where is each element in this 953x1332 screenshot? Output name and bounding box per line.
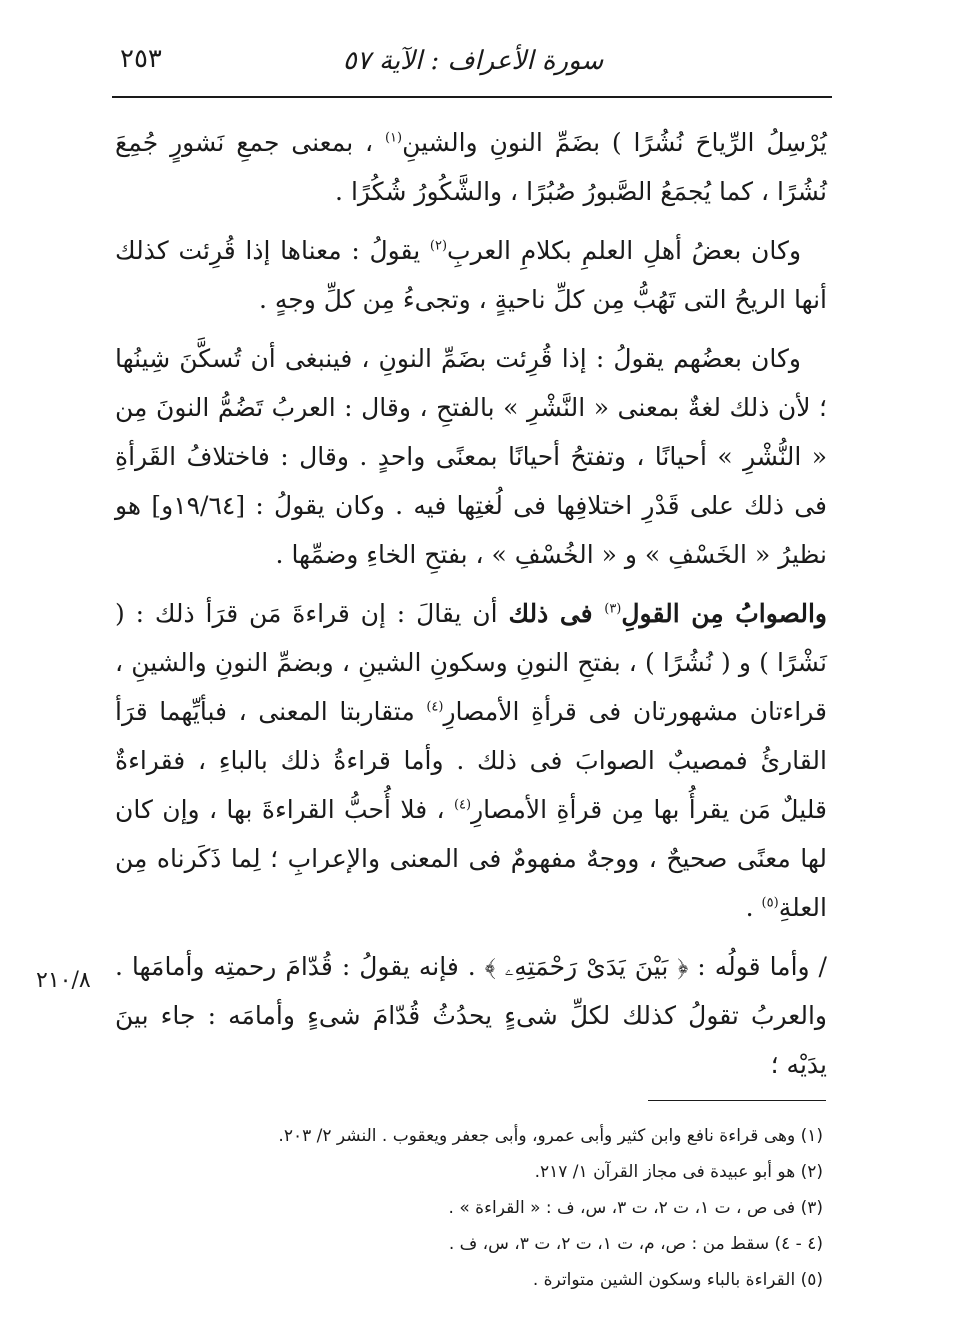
paragraph-text: يُرْسِلُ الرِّياحَ نُشُرًا ) بضَمِّ النونِ والشينِ <box>402 128 827 157</box>
footnote-ref: (٤) <box>426 699 444 715</box>
footnotes <box>123 1118 823 1298</box>
running-header <box>112 40 834 90</box>
paragraph-text: ، فلا أُحبُّ القراءةَ بها ، وإن كان لها معنًى صحيحٌ ، ووجهٌ مفهومٌ فى المعنى والإعرابِ ؛ لِما ذَكَرناه مِن العلةِ <box>115 795 827 922</box>
footnote-ref: (١) <box>384 130 403 146</box>
paragraph-3 <box>115 334 827 579</box>
paragraph-text: متقاربتا المعنى ، فبأيِّهما قرَأ القارئُ فمصيبٌ الصوابَ فى ذلك . وأما قراءةُ ذلك بالباءِ ، فقراءةٌ قليلٌ مَن يقرأُ بها مِن قرأةِ الأمصارِ <box>115 697 827 824</box>
paragraph-text: . <box>745 893 762 922</box>
lead-phrase: فى ذلك <box>508 599 605 628</box>
margin-reference: ٢١٠/٨ <box>36 968 91 993</box>
footnote-4: (٤ - ٤) سقط من : ص، م، ت ١، ت ٢، ت ٣، س، ف . <box>448 1234 823 1254</box>
footnote-ref: (٣) <box>604 601 622 617</box>
paragraph-text: ، بمعنى جمعِ نَشورٍ جُمِعَ نُشُرًا ، كما يُجمَعُ الصَّبورُ صُبُرًا ، والشَّكُورُ شُكُرًا . <box>115 128 827 206</box>
paragraph-text: وكان بعضُهم يقولُ : إذا قُرِئت بضَمِّ النونِ ، فينبغى أن تُسكَّنَ شِينُها ؛ لأن ذلك لغةٌ بمعنى « النَّشْرِ » بالفتحِ ، وقال : العربُ تَضُمُّ النونَ مِن « النُّشْرِ » أحيانًا ، وتفتحُ أحيانًا بمعنًى واحدٍ . وقال : فاختلافُ القَرأةِ فى ذلك على قَدْرِ اختلافِها فى لُغتِها فيه . وكان يقولُ : [١٩/٦٤و] هو نظيرُ « الخَسْفِ » و « الخُسْفِ » ، بفتحِ الخاءِ وضمِّها . <box>115 344 827 569</box>
page-number: ٢٥٣ <box>120 44 162 74</box>
footnote-5: (٥) القراءة بالباء وسكون الشين متواترة . <box>532 1270 823 1290</box>
footnote-ref: (٢) <box>429 238 448 254</box>
paragraph-text: يقولُ : معناها إذا قُرِئت كذلك أنها الريحُ التى تَهُبُّ مِن كلِّ ناحيةٍ ، وتجىءُ مِن كلِّ وجهٍ . <box>115 236 827 314</box>
paragraph-4 <box>115 589 827 932</box>
footnote-rule <box>648 1100 826 1101</box>
paragraph-text: / وأما قولُه : ﴿ بَيْنَ يَدَىْ رَحْمَتِهِۦ ﴾ . فإنه يقولُ : قُدّامَ رحمتِه وأمامَها . والعربُ تقولُ كذلك لكلِّ شىءٍ يحدُثُ قُدّامَ شىءٍ وأمامَه : جاء بينَ يدَيْه ؛ <box>115 952 827 1079</box>
lead-phrase: والصوابُ مِن القولِ <box>621 599 827 628</box>
paragraph-5 <box>115 942 827 1089</box>
paragraph-text: أن يقالَ : إن قراءةَ مَن قرَأ ذلك : ( نَشْرًا ) و ( نُشُرًا ) ، بفتحِ النونِ وسكونِ الشينِ ، وبضمِّ النونِ والشينِ ، قراءتان مشهورتان فى قرأةِ الأمصارِ <box>115 599 827 726</box>
paragraph-2 <box>115 226 827 324</box>
main-text <box>115 118 827 1099</box>
footnote-ref: (٤) <box>453 797 472 813</box>
paragraph-1 <box>115 118 827 216</box>
header-rule <box>112 96 832 98</box>
paragraph-text: وكان بعضُ أهلِ العلمِ بكلامِ العربِ <box>447 236 802 265</box>
footnote-3: (٣) فى ص ، ت ١، ت ٢، ت ٣، س، ف : « القراءة » . <box>448 1198 823 1218</box>
footnote-1: (١) وهى قراءة نافع وابن كثير وأبى عمرو، وأبى جعفر ويعقوب . النشر ٢/ ٢٠٣. <box>278 1126 823 1146</box>
header-title: سورة الأعراف : الآية ٥٧ <box>342 46 604 76</box>
footnote-2: (٢) هو أبو عبيدة فى مجاز القرآن ١/ ٢١٧. <box>534 1162 823 1182</box>
footnote-ref: (٥) <box>761 895 779 911</box>
